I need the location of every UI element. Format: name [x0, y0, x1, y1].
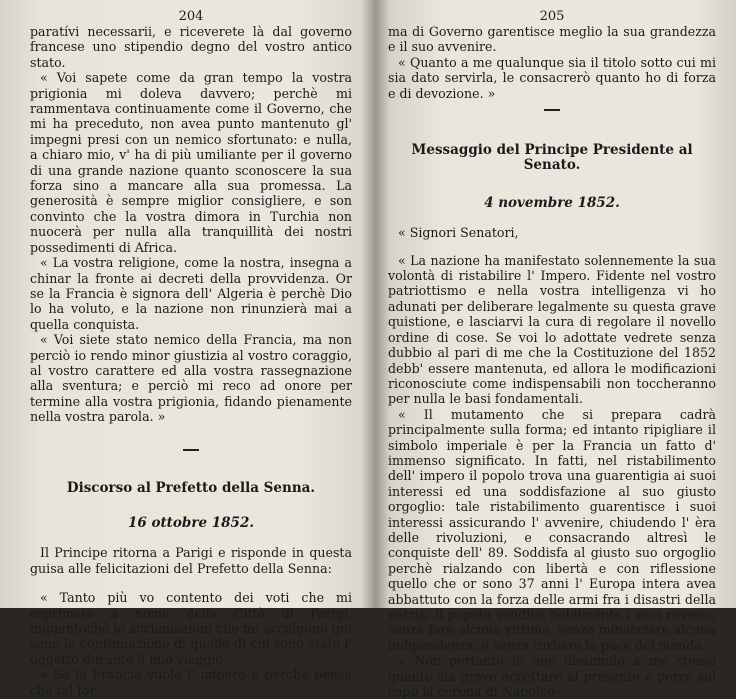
salutation: « Signori Senatori, — [398, 225, 519, 241]
paragraph: « Quanto a me qualunque sia il titolo sotto cui mi sia dato servirla, le consacrerò quanto ho di forza e di devozione. » — [388, 54, 716, 101]
section-date: 16 ottobre 1852. — [127, 514, 255, 531]
right-page — [372, 0, 736, 699]
intro-paragraph: Il Principe ritorna a Parigi e risponde in questa guisa alle felicitazioni del Prefetto della Senna: — [30, 545, 352, 576]
paragraph: « Il mutamento che si prepara cadrà principalmente sulla forma; ed intanto ripigliare il simbolo imperiale è per la Francia un fatto d' immenso significato. In fatti, nel ristabilimento dell' impero il popolo trova una guarentigia ai suoi interessi ed una soddisfazione al suo giusto orgoglio: tale ristabilimento guarentisce i suoi interessi assicurando l' avvenire, chiudendo l' èra delle rivoluzioni, e consacrando altresì le conquiste dell' 89. Soddisfa al giusto suo orgoglio perchè rialzando con libertà e con riflessione quello che or sono 37 anni l' Europa intera avea abbattuto con la forza delle armi fra i disastri della patria, il popolo vendica nobilmente i suoi rovesci, senza fare alcuna vittima, senza minacciare alcuna indipendenza, e senza turbare la pace del mondo. — [388, 406, 716, 653]
paragraph: « Se la Francia vuole l' impero è perchè pensa che tal for- — [30, 667, 352, 698]
continued-text: paratívi necessarii, e riceverete là dal governo francese uno stipendio degno del vostro antico stato. — [30, 24, 352, 70]
paragraph: « Non pertanto io non dissimulo a me stesso quanto sia grave accettare al presente e porre sul capo la corona di Napoleo- — [388, 653, 716, 699]
page-number: 205 — [539, 9, 565, 24]
section-date: 4 novembre 1852. — [484, 194, 620, 211]
section-heading: Discorso al Prefetto della Senna. — [66, 479, 316, 496]
paragraph: « Voi sapete come da gran tempo la vostra prigionia mi doleva davvero; perchè mi rammentava continuamente come il Governo, che mi ha preceduto, non avea punto mantenuto gl' impegni presi con un nemico sfortunato: e nulla, a chiaro mio, v' ha di più umiliante per il governo di una grande nazione quanto sconoscere la sua forza sino a mancare alla sua promessa. La generosità è sempre miglior consigliere, e son convinto che la vostra dimora in Turchia non nuocerà per nulla alla tranquillità dei nostri possedimenti di Africa. — [30, 70, 352, 255]
continued-text: ma di Governo garentisce meglio la sua grandezza e il suo avvenire. — [388, 24, 716, 55]
paragraph: « Voi siete stato nemico della Francia, ma non perciò io rendo minor giustizia al vostro coraggio, al vostro carattere ed alla vostra rassegnazione alla sventura; e perciò mi reco ad onore per termine alla vostra prigionia, fidando pienamente nella vostra parola. » — [30, 332, 352, 425]
page-number: 204 — [178, 9, 204, 24]
section-heading: Messaggio del Principe Presidente al Senato. — [411, 142, 693, 174]
paragraph: « Tanto più vo contento dei voti che mi esprimete a nome della Città di Parigi, inquantochè le acclamazioni che mi accolgono qui sono la continuazione di quelle di cui sono stato l' oggetto durante il mio viaggio. — [30, 590, 352, 667]
left-page — [0, 0, 366, 698]
paragraph: « La nazione ha manifestato solennemente la sua volontà di ristabilire l' Impero. Fidente nel vostro patriottismo e nella vostra intelligenza vi ho adunati per deliberare legalmente su questa grave quistione, e lasciarvi la cura di regolare il novello ordine di cose. Se voi lo adottate vedrete senza dubbio al pari di me che la Costituzione del 1852 debb' essere mantenuta, ed allora le modificazioni riconosciute come indispensabili non toccheranno per nulla le basi fondamentali. — [388, 252, 716, 407]
paragraph: « La vostra religione, come la nostra, insegna a chinar la fronte ai decreti della provvidenza. Or se la Francia è signora dell' Algeria è perchè Dio lo ha voluto, e la nazione non rinunzierà mai a quella conquista. — [30, 255, 352, 332]
